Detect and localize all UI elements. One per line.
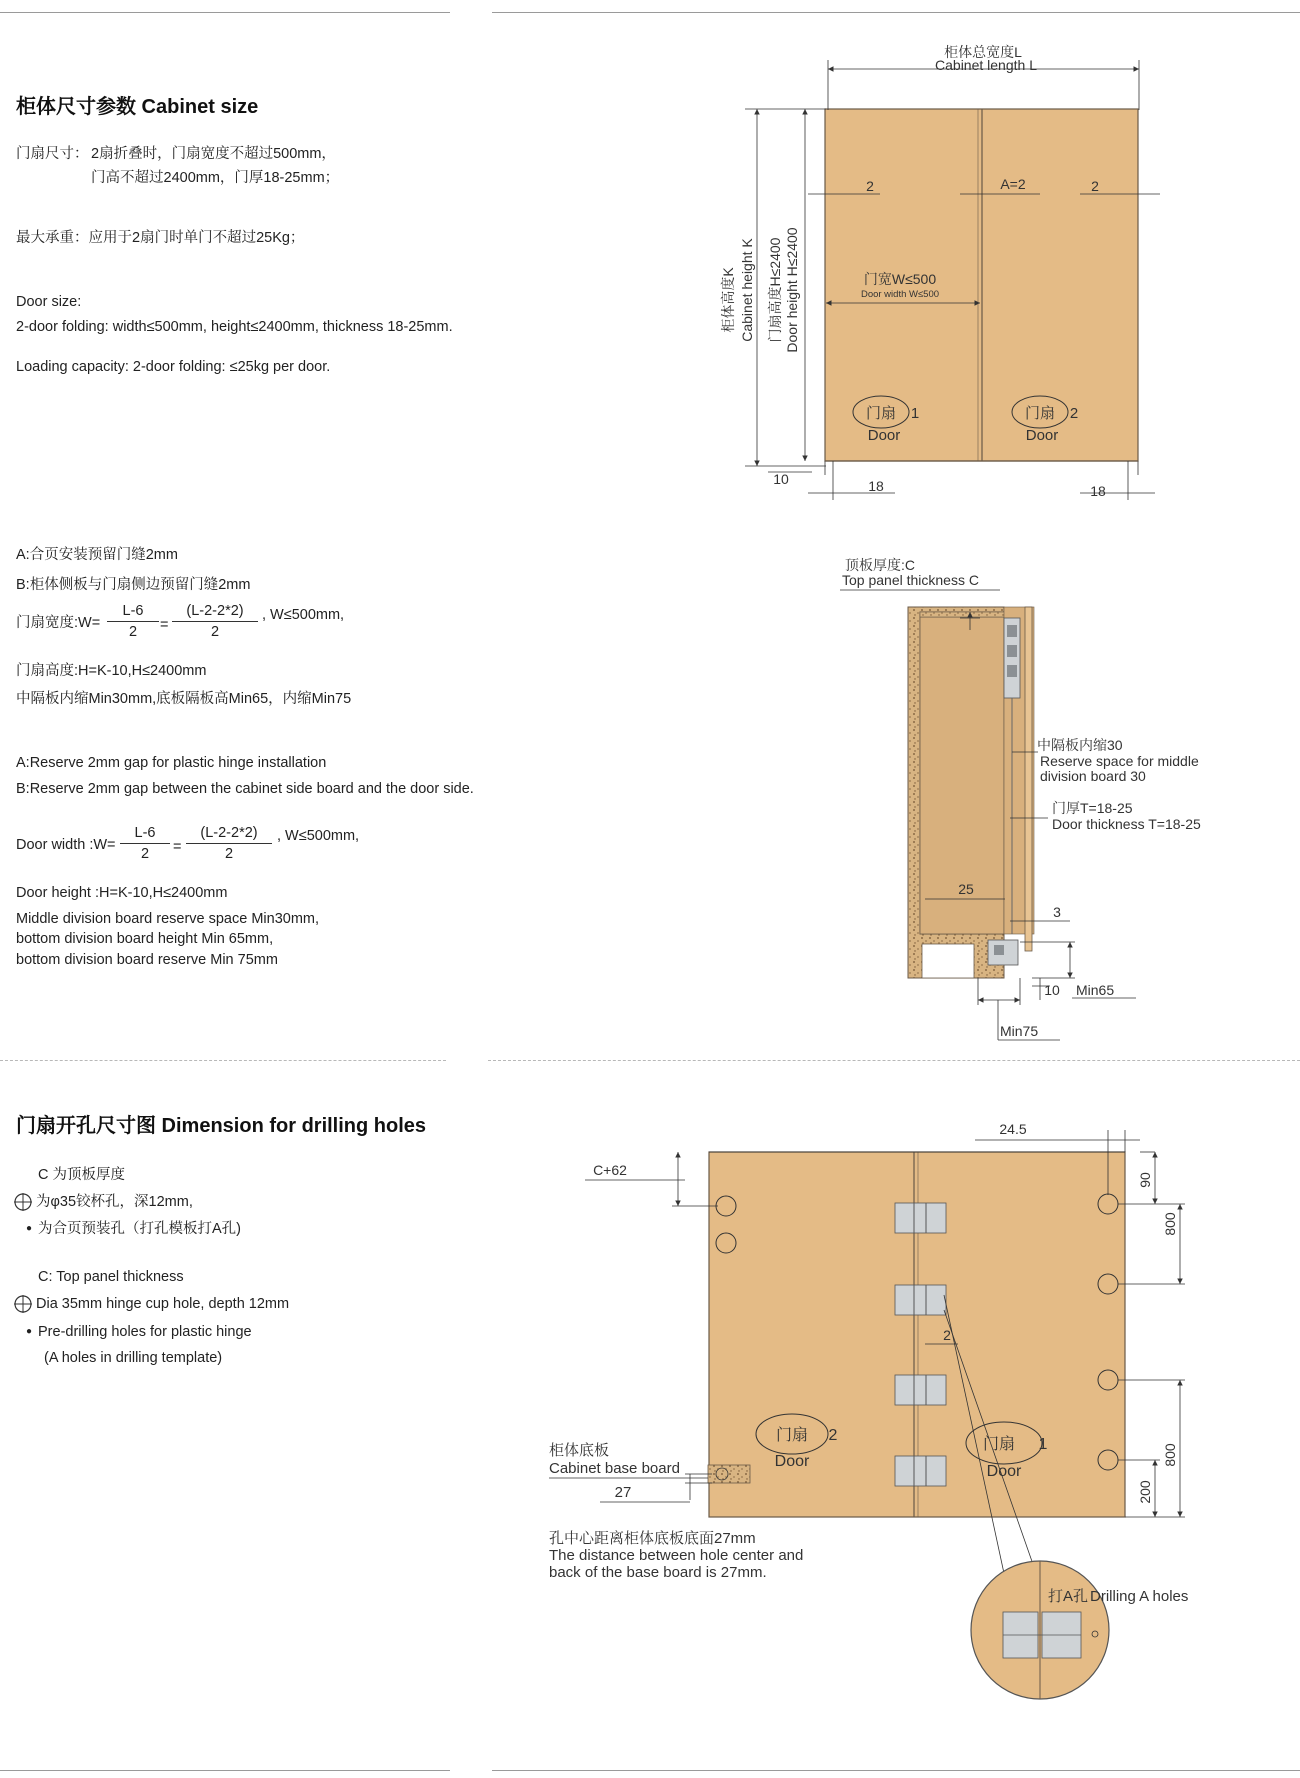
door2-num: 2 bbox=[828, 1427, 838, 1444]
fraction-numerator: L-6 bbox=[120, 825, 170, 844]
cn-door-size-line2: 门高不超过2400mm，门厚18-25mm； bbox=[91, 170, 340, 186]
door1-num: 1 bbox=[910, 405, 920, 422]
dim-c-plus-62: C+62 bbox=[593, 1162, 627, 1178]
door2-cn: 门扇 bbox=[1024, 405, 1056, 422]
drilling-diagram bbox=[549, 1121, 1188, 1699]
equals-sign: = bbox=[160, 617, 169, 633]
door-height-en: Door height H≤2400 bbox=[784, 227, 800, 353]
equals-sign: = bbox=[173, 839, 182, 855]
dim-gap-right: 2 bbox=[1091, 178, 1099, 194]
en-door-size: 2-door folding: width≤500mm, height≤2400mm, thickness 18-25mm. bbox=[16, 319, 453, 335]
fraction-numerator: L-6 bbox=[107, 603, 159, 622]
cn-load-capacity: 最大承重：应用于2扇门时单门不超过25Kg； bbox=[16, 230, 305, 246]
dim-3: 3 bbox=[1053, 904, 1061, 920]
dim-18-right: 18 bbox=[1090, 483, 1106, 499]
en-c-top-panel: C: Top panel thickness bbox=[38, 1269, 184, 1285]
en-gap-b: B:Reserve 2mm gap between the cabinet side board and the door side. bbox=[16, 781, 474, 797]
dim-gap-left: 2 bbox=[866, 178, 874, 194]
fraction-numerator: (L-2-2*2) bbox=[186, 825, 272, 844]
door2-num: 2 bbox=[1069, 405, 1079, 422]
en-hinge-cup: Dia 35mm hinge cup hole, depth 12mm bbox=[36, 1296, 290, 1312]
door2-en: Door bbox=[1025, 427, 1059, 444]
middle-division-cn: 中隔板内缩30 bbox=[1037, 737, 1123, 753]
hinge-2 bbox=[895, 1285, 946, 1315]
middle-division-en1: Reserve space for middle bbox=[1040, 753, 1199, 769]
door1-cn: 门扇 bbox=[982, 1436, 1016, 1453]
en-gap-a: A:Reserve 2mm gap for plastic hinge installation bbox=[16, 755, 327, 771]
en-width-limit: , W≤500mm, bbox=[277, 828, 360, 844]
section-view-diagram bbox=[840, 557, 1201, 1040]
hinge-3 bbox=[895, 1375, 946, 1405]
cn-middle-board: 中隔板内缩Min30mm,底板隔板高Min65，内缩Min75 bbox=[16, 691, 352, 707]
door1-en: Door bbox=[986, 1463, 1022, 1480]
door1-en: Door bbox=[867, 427, 901, 444]
section-title-cabinet-size: 柜体尺寸参数 Cabinet size bbox=[16, 96, 259, 118]
cn-width-limit: , W≤500mm, bbox=[262, 607, 345, 623]
dim-800-bottom: 800 bbox=[1162, 1443, 1178, 1467]
cn-door-size-line1: 2扇折叠时，门扇宽度不超过500mm， bbox=[91, 146, 336, 162]
cn-gap-b: B:柜体侧板与门扇侧边预留门缝2mm bbox=[16, 577, 251, 593]
distance-note-en1: The distance between hole center and bbox=[549, 1547, 804, 1564]
dim-10: 10 bbox=[773, 471, 789, 487]
distance-note-en2: back of the base board is 27mm. bbox=[549, 1564, 767, 1581]
cn-c-top-panel: C 为顶板厚度 bbox=[38, 1167, 125, 1183]
base-board-en: Cabinet base board bbox=[549, 1460, 680, 1477]
dim-27: 27 bbox=[614, 1484, 632, 1501]
en-door-size-label: Door size: bbox=[16, 294, 82, 310]
bullet-dot: ● bbox=[26, 1326, 33, 1337]
fraction-denominator: 2 bbox=[210, 624, 220, 640]
drilling-a-holes-en: Drilling A holes bbox=[1090, 1588, 1189, 1605]
section-title-drilling-holes: 门扇开孔尺寸图 Dimension for drilling holes bbox=[16, 1115, 427, 1137]
cn-pre-drill: 为合页预装孔（打孔模板打A孔) bbox=[38, 1221, 241, 1237]
cabinet-height-cn: 柜体高度K bbox=[720, 267, 736, 333]
cabinet-length-cn: 柜体总宽度L bbox=[944, 44, 1022, 60]
hinge-4 bbox=[895, 1456, 946, 1486]
cn-door-size-label: 门扇尺寸： bbox=[16, 146, 89, 162]
en-pre-drill-2: (A holes in drilling template) bbox=[44, 1350, 223, 1366]
en-height-formula: Door height :H=K-10,H≤2400mm bbox=[16, 885, 228, 901]
cabinet-length-en: Cabinet length L bbox=[935, 57, 1037, 73]
en-middle-board-3: bottom division board reserve Min 75mm bbox=[16, 952, 278, 968]
drilling-a-holes-cn: 打A孔 bbox=[1048, 1588, 1089, 1605]
en-pre-drill-1: Pre-drilling holes for plastic hinge bbox=[38, 1324, 252, 1340]
dim-25: 25 bbox=[958, 881, 974, 897]
dim-18-left: 18 bbox=[868, 478, 884, 494]
min65-label: Min65 bbox=[1076, 982, 1115, 998]
min75-label: Min75 bbox=[1000, 1023, 1039, 1039]
dim-gap-a: A=2 bbox=[1000, 176, 1026, 192]
front-view-diagram bbox=[720, 44, 1160, 500]
door-thickness-en: Door thickness T=18-25 bbox=[1052, 816, 1201, 832]
dim-10-section: 10 bbox=[1044, 982, 1060, 998]
cn-width-formula-label: 门扇宽度:W= bbox=[16, 615, 101, 631]
fraction-denominator: 2 bbox=[140, 846, 150, 862]
dim-90: 90 bbox=[1137, 1172, 1153, 1188]
dim-2: 2 bbox=[943, 1327, 951, 1343]
cn-hinge-cup: 为φ35铰杯孔，深12mm, bbox=[36, 1194, 193, 1210]
en-middle-board-2: bottom division board height Min 65mm, bbox=[16, 931, 274, 947]
en-middle-board-1: Middle division board reserve space Min30mm, bbox=[16, 911, 320, 927]
en-load-capacity: Loading capacity: 2-door folding: ≤25kg per door. bbox=[16, 359, 331, 375]
door-thickness-cn: 门厚T=18-25 bbox=[1052, 800, 1133, 816]
top-panel-cn: 顶板厚度:C bbox=[845, 557, 915, 573]
distance-note-cn: 孔中心距离柜体底板底面27mm bbox=[549, 1530, 756, 1547]
door-width-cn: 门宽W≤500 bbox=[863, 271, 937, 287]
en-width-formula-label: Door width :W= bbox=[16, 837, 116, 853]
cn-height-formula: 门扇高度:H=K-10,H≤2400mm bbox=[16, 663, 207, 679]
dim-24-5: 24.5 bbox=[999, 1121, 1027, 1137]
fraction-denominator: 2 bbox=[224, 846, 234, 862]
top-panel-en: Top panel thickness C bbox=[842, 572, 979, 588]
bullet-dot: ● bbox=[26, 1223, 33, 1234]
fraction-numerator: (L-2-2*2) bbox=[172, 603, 258, 622]
middle-division-en2: division board 30 bbox=[1040, 768, 1146, 784]
base-board-cn: 柜体底板 bbox=[549, 1442, 610, 1459]
cn-gap-a: A:合页安装预留门缝2mm bbox=[16, 547, 178, 563]
dim-200: 200 bbox=[1137, 1480, 1153, 1504]
hinge-1 bbox=[895, 1203, 946, 1233]
cabinet-height-en: Cabinet height K bbox=[739, 238, 755, 342]
door2-cn: 门扇 bbox=[775, 1427, 809, 1444]
door1-cn: 门扇 bbox=[865, 405, 897, 422]
fraction-denominator: 2 bbox=[128, 624, 138, 640]
door2-en: Door bbox=[774, 1453, 810, 1470]
door-width-en: Door width W≤500 bbox=[860, 289, 940, 300]
door1-num: 1 bbox=[1038, 1436, 1048, 1453]
dim-800-top: 800 bbox=[1162, 1212, 1178, 1236]
door-height-cn: 门扇高度H≤2400 bbox=[767, 237, 783, 343]
drilling-detail-magnifier bbox=[971, 1561, 1109, 1699]
